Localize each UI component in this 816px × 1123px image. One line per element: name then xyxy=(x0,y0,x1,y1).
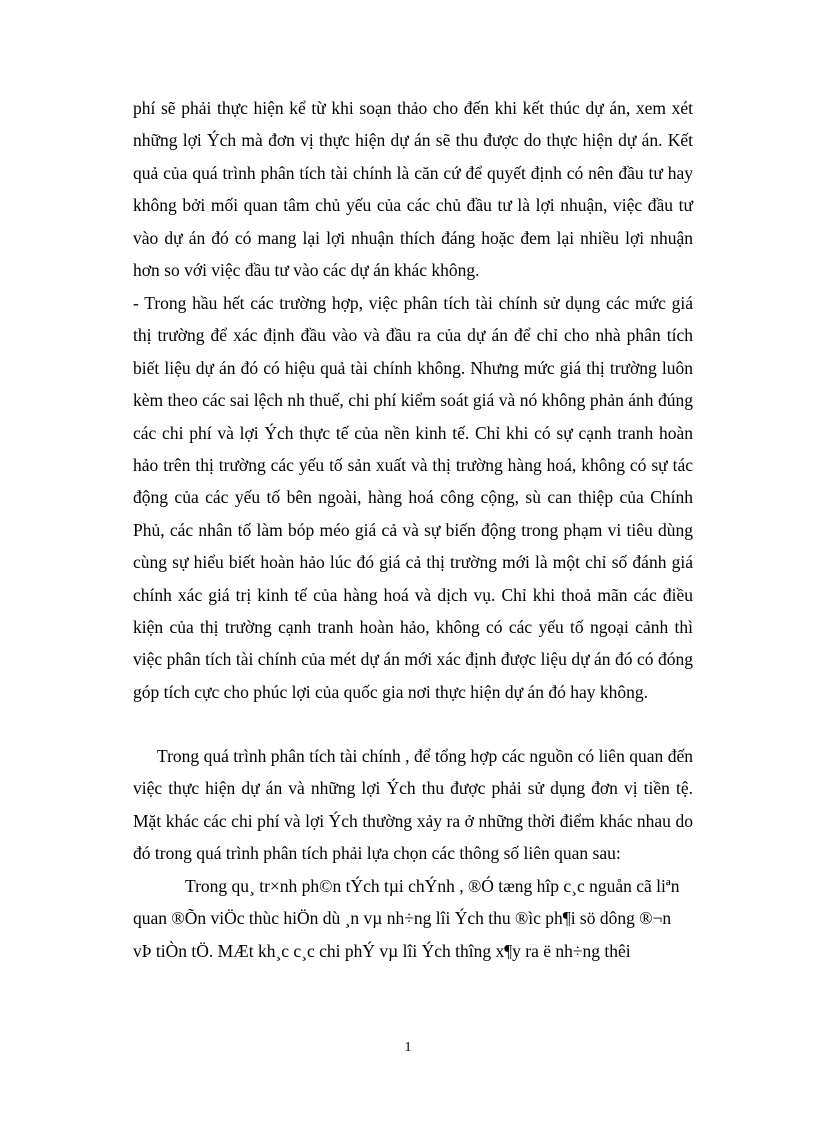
garbled-line-3: vÞ tiÒn tÖ. MÆt kh¸c c¸c chi phÝ vµ lîi Ých thîng x¶y ra ë nh÷ng thêi xyxy=(133,940,631,961)
page-number: 1 xyxy=(404,1040,412,1055)
paragraph-2: - Trong hầu hết các trường hợp, việc phân tích tài chính sử dụng các mức giá thị trường để xác định đầu vào và đầu ra của dự án để chỉ cho nhà phân tích biết liệu dự án đó có hiệu quả tài chính không. Nhưng mức giá thị trường luôn kèm theo các sai lệch nh thuế, chi phí kiểm soát giá và nó không phản ánh đúng các chi phí và lợi Ých thực tế của nền kinh tế. Chỉ khi có sự cạnh tranh hoàn hảo trên thị trường các yếu tố sản xuất và thị trường hàng hoá, không có sự tác động của các yếu tố bên ngoài, hàng hoá công cộng, sù can thiệp của Chính Phủ, các nhân tố làm bóp méo giá cả và sự biến động trong phạm vi tiêu dùng cùng sự hiểu biết hoàn hảo lúc đó giá cả thị trường mới là một chỉ số đánh giá chính xác giá trị kinh tế của hàng hoá và dịch vụ. Chỉ khi thoả mãn các điều kiện của thị trường cạnh tranh hoàn hảo, không có các yếu tố ngoại cảnh thì việc phân tích tài chính của mét dự án mới xác định được liệu dự án đó có đóng góp tích cực cho phúc lợi của quốc gia nơi thực hiện dự án đó hay không. xyxy=(133,293,693,702)
paragraph-3: Trong quá trình phân tích tài chính , để tổng hợp các nguồn có liên quan đến việc thực hiện dự án và những lợi Ých thu được phải sử dụng đơn vị tiền tệ. Mặt khác các chi phí và lợi Ých thường xảy ra ở những thời điểm khác nhau do đó trong quá trình phân tích phải lựa chọn các thông số liên quan sau: xyxy=(133,746,693,864)
garbled-line-1: Trong qu¸ tr×nh ph©n tÝch tµi chÝnh , ®Ó tæng hîp c¸c nguån cã liªn xyxy=(185,876,680,896)
garbled-line-2: quan ®Õn viÖc thùc hiÖn dù ¸n vµ nh÷ng lîi Ých thu ®ìc ph¶i sö dông ®¬n xyxy=(133,908,672,929)
garbled-paragraph xyxy=(133,870,693,967)
paragraph-1: phí sẽ phải thực hiện kể từ khi soạn thảo cho đến khi kết thúc dự án, xem xét những lợi Ých mà đơn vị thực hiện dự án sẽ thu được do thực hiện dự án. Kết quả của quá trình phân tích tài chính là căn cứ để quyết định có nên đầu tư hay không bởi mối quan tâm chủ yếu của các chủ đầu tư là lợi nhuận, việc đầu tư vào dự án đó có mang lại lợi nhuận thích đáng hoặc đem lại nhiều lợi nhuận hơn so với việc đầu tư vào các dự án khác không. xyxy=(133,98,693,281)
